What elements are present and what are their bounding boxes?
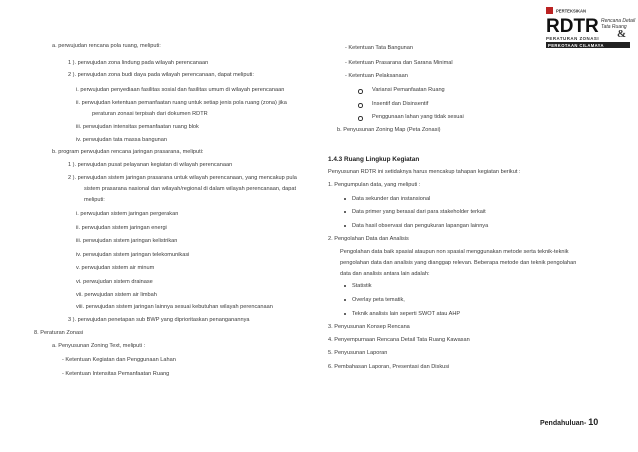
bullet-icon (344, 299, 346, 301)
right-r1: - Ketentuan Tata Bangunan (345, 45, 414, 51)
logo-emblem-icon (546, 7, 553, 14)
left-a2-iii: iii. perwujudan intensitas pemanfaatan ruang blok (76, 124, 199, 130)
right-r3-a: Variansi Pemanfaatan Ruang (372, 87, 445, 93)
ring-bullet-icon (358, 116, 363, 121)
left-a2-iv: iv. perwujudan tata massa bangunan (76, 137, 168, 143)
left-b2-vii: vii. perwujudan sistem air limbah (76, 292, 157, 298)
ring-bullet-icon (358, 89, 363, 94)
right-r3-b: Insentif dan Disinsentif (372, 101, 429, 107)
right-s1-b: Data primer yang berasal dari para stakeholder terkait (352, 209, 486, 215)
right-s4: 4. Penyempurnaan Rencana Detail Tata Ruang Kawasan (328, 337, 470, 343)
right-s2-p1: Pengolahan data baik spasial ataupun non spasial menggunakan metode serta teknik-teknik (340, 249, 569, 255)
right-s2-a: Statistik (352, 283, 372, 289)
right-s6: 6. Pembahasan Laporan, Presentasi dan Diskusi (328, 364, 450, 370)
logo-bottom-1: PERATURAN ZONASI (546, 36, 600, 41)
right-s5: 5. Penyusunan Laporan (328, 350, 388, 356)
right-s2: 2. Pengolahan Data dan Analisis (328, 236, 409, 242)
left-b2-ii: ii. perwujudan sistem jaringan energi (76, 225, 167, 231)
left-a2: 2 ). perwujudan zona budi daya pada wilayah perencanaan, dapat meliputi: (68, 72, 254, 78)
left-a2-ii-2: peraturan zonasi terpisah dari dokumen RDTR (92, 111, 208, 117)
bullet-icon (344, 211, 346, 213)
right-s2-b: Overlay peta tematik, (352, 297, 405, 303)
page-number: 10 (588, 417, 599, 427)
right-intro: Penyusunan RDTR ini setidaknya harus mencakup tahapan kegiatan berikut : (328, 169, 521, 175)
right-s3: 3. Penyusunan Konsep Rencana (328, 324, 410, 330)
page-footer (540, 417, 598, 427)
left-a1: 1 ). perwujudan zona lindung pada wilayah perencanaan (68, 60, 209, 66)
section-heading: 1.4.3 Ruang Lingkup Kegiatan (328, 156, 420, 163)
left-b2-1: 2 ). perwujudan sistem jaringan prasarana untuk wilayah perencanaan, yang mencakup pula (68, 175, 297, 181)
left-b2-v: v. perwujudan sistem air minum (76, 265, 155, 271)
right-r3: - Ketentuan Pelaksanaan (345, 73, 408, 79)
bullet-icon (344, 313, 346, 315)
right-s1-c: Data hasil observasi dan pengukuran lapangan lainnya (352, 223, 489, 229)
right-r3-c: Penggunaan lahan yang tidak sesuai (372, 114, 464, 120)
right-rb: b. Penyusunan Zoning Map (Peta Zonasi) (337, 127, 441, 133)
right-s1-a: Data sekunder dan instansional (352, 196, 431, 202)
left-sec8-a1: - Ketentuan Kegiatan dan Penggunaan Lahan (62, 357, 176, 363)
left-b2-2: sistem prasarana nasional dan wilayah/regional di dalam wilayah perencanaan, dapat (84, 186, 297, 192)
bullet-icon (344, 285, 346, 287)
rdtr-logo (544, 5, 636, 49)
left-a2-i: i. perwujudan penyediaan fasilitas sosial dan fasilitas umum di wilayah perencanaan (76, 87, 285, 93)
right-s2-p3: data dan analisis antara lain adalah: (340, 271, 430, 277)
right-s2-c: Teknik analisis lain seperti SWOT atau AHP (352, 311, 461, 317)
ring-bullet-icon (358, 103, 363, 108)
right-s1: 1. Pengumpulan data, yang meliputi : (328, 182, 421, 188)
logo-rdtr: RDTR (546, 16, 599, 37)
logo-ampersand: & (617, 28, 627, 40)
logo-small-top: PERTEKSIKAN (556, 8, 587, 14)
footer-label: Pendahuluan- (540, 420, 587, 427)
right-r2: - Ketentuan Prasarana dan Sarana Minimal (345, 60, 453, 66)
left-sec8-a: a. Penyusunan Zoning Text, meliputi : (52, 343, 146, 349)
left-sec8-a2: - Ketentuan Intensitas Pemanfaatan Ruang (62, 371, 170, 377)
bullet-icon (344, 198, 346, 200)
left-b2-vi: vi. perwujudan sistem drainase (76, 279, 153, 285)
left-b2-viii: viii. perwujudan sistem jaringan lainnya sesuai kebutuhan wilayah perencanaan (76, 304, 273, 310)
left-b3: 3 ). perwujudan penetapan sub BWP yang diprioritaskan penanganannya (68, 317, 250, 323)
left-a2-ii-1: ii. perwujudan ketentuan pemanfaatan ruang untuk setiap jenis pola ruang (zona) jika (76, 100, 287, 106)
right-s2-p2: pengolahan data dan analisis yang dianggap relevan. Beberapa metode dan teknik pengolahan (340, 260, 577, 266)
bullet-icon (344, 225, 346, 227)
left-b2-iv: iv. perwujudan sistem jaringan telekomunikasi (76, 252, 190, 258)
logo-right-bot: Tata Ruang (601, 24, 627, 30)
left-sec8: 8. Peraturan Zonasi (34, 330, 84, 336)
logo-right-top: Rencana Detail (601, 18, 636, 24)
left-b2-i: i. perwujudan sistem jaringan pergerakan (76, 211, 179, 217)
left-a-label: a. perwujudan rencana pola ruang, meliputi: (52, 43, 161, 49)
left-b2-3: meliputi: (84, 197, 105, 203)
logo-bottom-2: PERKOTAAN CILAMAYA (548, 42, 604, 48)
left-b1: 1 ). perwujudan pusat pelayanan kegiatan di wilayah perencanaan (68, 162, 233, 168)
left-b2-iii: iii. perwujudan sistem jaringan kelistrikan (76, 238, 178, 244)
left-b-label: b. program perwujudan rencana jaringan prasarana, meliputi: (52, 149, 204, 155)
